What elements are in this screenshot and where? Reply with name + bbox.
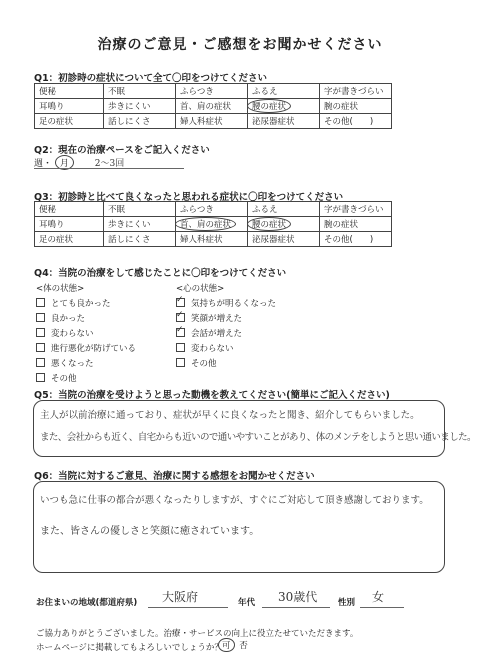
table-cell[interactable]: 字が書きづらい: [320, 202, 392, 217]
checkbox[interactable]: [176, 298, 185, 307]
circle-mark: 腰の症状: [247, 99, 291, 113]
table-cell[interactable]: 話しにくさ: [104, 114, 176, 129]
list-item[interactable]: [176, 310, 276, 325]
q4-question: Q4：当院の治療をして感じたことに〇印をつけてください: [34, 268, 287, 279]
age-underline: [262, 607, 330, 608]
mind-state-list: [176, 280, 276, 370]
publish-question: ホームページに掲載してもよろしいでしょうか？: [36, 643, 223, 653]
table-cell[interactable]: 婦人科症状: [176, 114, 248, 129]
table-row: [35, 114, 392, 129]
table-cell[interactable]: 字が書きづらい: [320, 84, 392, 99]
checkbox[interactable]: [176, 343, 185, 352]
checkbox[interactable]: [36, 343, 45, 352]
option-label: 気持ちが明るくなった: [191, 298, 277, 309]
area-underline: [148, 607, 228, 608]
q1-symptom-table: [34, 83, 392, 129]
option-label: その他: [191, 358, 217, 369]
option-label: その他: [51, 373, 77, 384]
body-state-list: [36, 280, 136, 385]
circle-mark: 月: [55, 155, 74, 170]
table-cell[interactable]: [248, 217, 320, 232]
circle-mark: 腰の症状: [247, 217, 291, 231]
option-label: 進行悪化が防げている: [51, 343, 137, 354]
q5-question: Q5：当院の治療を受けようと思った動機を教えてください(簡単にご記入ください): [34, 390, 390, 401]
q6-question: Q6：当院に対するご意見、治療に関する感想をお聞かせください: [34, 471, 315, 482]
list-item[interactable]: [176, 295, 276, 310]
table-cell[interactable]: その他( ): [320, 232, 392, 247]
yes-option[interactable]: 可: [218, 638, 235, 652]
q6-answer-box[interactable]: [33, 481, 445, 573]
table-cell[interactable]: 不眠: [104, 84, 176, 99]
table-cell[interactable]: 婦人科症状: [176, 232, 248, 247]
q2-handwritten: 2〜3回: [94, 159, 125, 169]
table-cell[interactable]: 首、肩の症状: [176, 99, 248, 114]
q5-answer-line: また、会社からも近く、自宅からも近いので通いやすいことがあり、体のメンテをしようと思い通いました。: [40, 432, 476, 443]
q5-answer-line: 主人が以前治療に通っており、症状が早くに良くなったと聞き、紹介してもらいました。: [40, 410, 420, 421]
gender-underline: [360, 607, 404, 608]
no-option[interactable]: 否: [239, 641, 248, 651]
table-cell[interactable]: 耳鳴り: [35, 217, 104, 232]
table-cell[interactable]: 足の症状: [35, 114, 104, 129]
option-label: 変わらない: [51, 328, 94, 339]
table-row: [35, 84, 392, 99]
table-cell[interactable]: [176, 217, 248, 232]
table-cell[interactable]: 歩きにくい: [104, 217, 176, 232]
q6-answer-line: また、皆さんの優しさと笑顔に癒されています。: [40, 526, 260, 537]
option-label: 良かった: [51, 313, 86, 324]
publish-choice: [218, 638, 248, 652]
table-cell[interactable]: 便秘: [35, 202, 104, 217]
list-item[interactable]: [36, 325, 136, 340]
list-item[interactable]: [36, 310, 136, 325]
checkbox[interactable]: [36, 298, 45, 307]
form-title: 治療のご意見・ご感想をお聞かせください: [97, 37, 383, 53]
area-label: お住まいの地域(都道府県): [36, 598, 138, 608]
body-state-heading: <体の状態>: [36, 283, 85, 294]
checkbox[interactable]: [36, 328, 45, 337]
table-cell[interactable]: ふらつき: [176, 202, 248, 217]
table-cell[interactable]: 不眠: [104, 202, 176, 217]
list-item[interactable]: [36, 355, 136, 370]
table-cell[interactable]: 腕の症状: [320, 217, 392, 232]
thanks-text: ご協力ありがとうございました。治療・サービスの向上に役立たせていただきます。: [36, 629, 359, 639]
q2-question: Q2：現在の治療ペースをご記入ください: [34, 145, 210, 156]
table-cell[interactable]: 足の症状: [35, 232, 104, 247]
mind-state-heading: <心の状態>: [176, 283, 225, 294]
checkbox[interactable]: [36, 373, 45, 382]
q1-question: Q1：初診時の症状について全て〇印をつけてください: [34, 73, 267, 84]
gender-label: 性別: [338, 598, 356, 608]
table-cell[interactable]: ふるえ: [248, 84, 320, 99]
circle-mark: 首、肩の症状: [175, 217, 236, 231]
table-cell[interactable]: [248, 99, 320, 114]
table-cell[interactable]: 腕の症状: [320, 99, 392, 114]
checkbox[interactable]: [36, 358, 45, 367]
table-cell[interactable]: 耳鳴り: [35, 99, 104, 114]
list-item[interactable]: [176, 355, 276, 370]
age-value: 30歳代: [278, 590, 318, 604]
table-cell[interactable]: その他( ): [320, 114, 392, 129]
age-label: 年代: [238, 598, 256, 608]
checkbox[interactable]: [176, 313, 185, 322]
option-label: 会話が増えた: [191, 328, 243, 339]
option-label: 悪くなった: [51, 358, 94, 369]
checkbox[interactable]: [176, 328, 185, 337]
table-cell[interactable]: 便秘: [35, 84, 104, 99]
option-label: とても良かった: [51, 298, 111, 309]
list-item[interactable]: [176, 325, 276, 340]
table-row: [35, 99, 392, 114]
table-cell[interactable]: 話しにくさ: [104, 232, 176, 247]
table-cell[interactable]: 泌尿器症状: [248, 232, 320, 247]
checkbox[interactable]: [176, 358, 185, 367]
table-cell[interactable]: ふるえ: [248, 202, 320, 217]
option-label: 笑顔が増えた: [191, 313, 243, 324]
q3-symptom-table: [34, 201, 392, 247]
table-row: [35, 202, 392, 217]
gender-value: 女: [372, 590, 385, 604]
answer-underline: [34, 168, 184, 169]
checkbox[interactable]: [36, 313, 45, 322]
table-row: [35, 232, 392, 247]
table-cell[interactable]: 泌尿器症状: [248, 114, 320, 129]
q5-answer-box[interactable]: [33, 400, 476, 457]
q3-question: Q3：初診時と比べて良くなったと思われる症状に〇印をつけてください: [34, 192, 344, 203]
list-item[interactable]: [36, 340, 136, 355]
q6-answer-line: いつも急に仕事の都合が悪くなったりしますが、すぐにご対応して頂き感謝しております。: [40, 495, 429, 506]
list-item[interactable]: [176, 340, 276, 355]
list-item[interactable]: [36, 295, 136, 310]
list-item[interactable]: [36, 370, 136, 385]
table-cell[interactable]: ふらつき: [176, 84, 248, 99]
q2-prefix: 週・: [34, 159, 53, 169]
table-cell[interactable]: 歩きにくい: [104, 99, 176, 114]
option-label: 変わらない: [191, 343, 234, 354]
q2-answer: [34, 155, 194, 170]
area-value: 大阪府: [162, 590, 199, 604]
table-row: [35, 217, 392, 232]
